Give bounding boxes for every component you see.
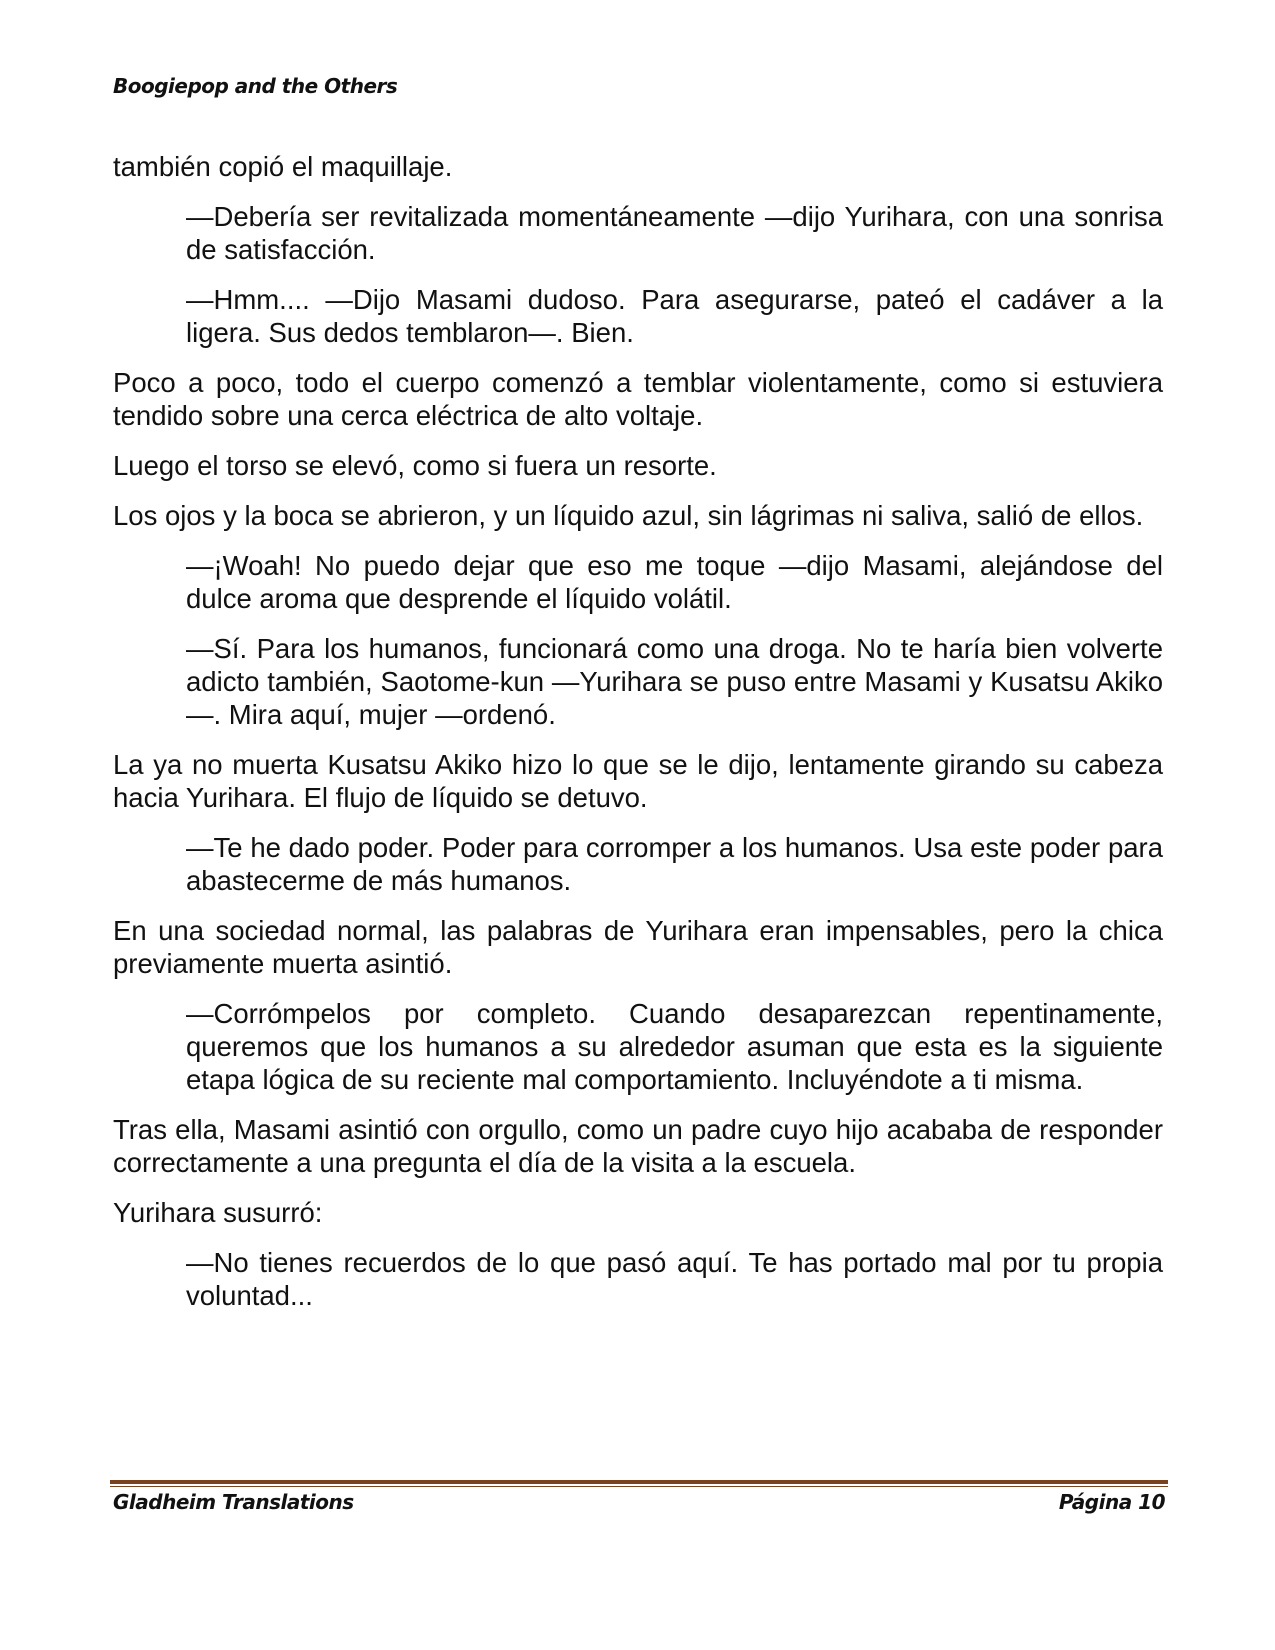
dialogue-paragraph: —Debería ser revitalizada momentáneamente —dijo Yurihara, con una sonrisa de satisfacción. <box>186 201 1163 265</box>
dialogue-paragraph: —No tienes recuerdos de lo que pasó aquí. Te has portado mal por tu propia voluntad... <box>186 1247 1163 1311</box>
paragraph: Tras ella, Masami asintió con orgullo, como un padre cuyo hijo acababa de responder correctamente a una pregunta el día de la visita a la escuela. <box>113 1114 1163 1178</box>
paragraph: también copió el maquillaje. <box>113 151 453 182</box>
paragraph: Poco a poco, todo el cuerpo comenzó a temblar violentamente, como si estuviera tendido sobre una cerca eléctrica de alto voltaje. <box>113 367 1163 431</box>
paragraph: Yurihara susurró: <box>113 1197 323 1228</box>
footer-divider-thick-line <box>110 1480 1168 1484</box>
dialogue-paragraph: —Te he dado poder. Poder para corromper a los humanos. Usa este poder para abastecerme de más humanos. <box>186 832 1163 896</box>
footer-page-number: Página 10 <box>1058 1490 1165 1514</box>
dialogue-paragraph: —Corrómpelos por completo. Cuando desaparezcan repentinamente, queremos que los humanos a su alrededor asuman que esta es la siguiente etapa lógica de su reciente mal comportamiento. Incluyéndote a ti misma. <box>186 998 1163 1095</box>
footer-translator-credit: Gladheim Translations <box>113 1490 354 1514</box>
page-body <box>113 150 1163 1329</box>
dialogue-paragraph: —Sí. Para los humanos, funcionará como una droga. No te haría bien volverte adicto también, Saotome-kun —Yurihara se puso entre Masami y Kusatsu Akiko—. Mira aquí, mujer —ordenó. <box>186 633 1163 730</box>
paragraph: La ya no muerta Kusatsu Akiko hizo lo que se le dijo, lentamente girando su cabeza hacia Yurihara. El flujo de líquido se detuvo. <box>113 749 1163 813</box>
dialogue-paragraph: —¡Woah! No puedo dejar que eso me toque —dijo Masami, alejándose del dulce aroma que desprende el líquido volátil. <box>186 550 1163 614</box>
dialogue-paragraph: —Hmm.... —Dijo Masami dudoso. Para asegurarse, pateó el cadáver a la ligera. Sus dedos temblaron—. Bien. <box>186 284 1163 348</box>
paragraph: Los ojos y la boca se abrieron, y un líquido azul, sin lágrimas ni saliva, salió de ellos. <box>113 500 1144 531</box>
footer-divider-thin-line <box>110 1486 1168 1487</box>
paragraph: Luego el torso se elevó, como si fuera un resorte. <box>113 450 717 481</box>
running-header-title: Boogiepop and the Others <box>113 74 398 98</box>
paragraph: En una sociedad normal, las palabras de Yurihara eran impensables, pero la chica previamente muerta asintió. <box>113 915 1163 979</box>
